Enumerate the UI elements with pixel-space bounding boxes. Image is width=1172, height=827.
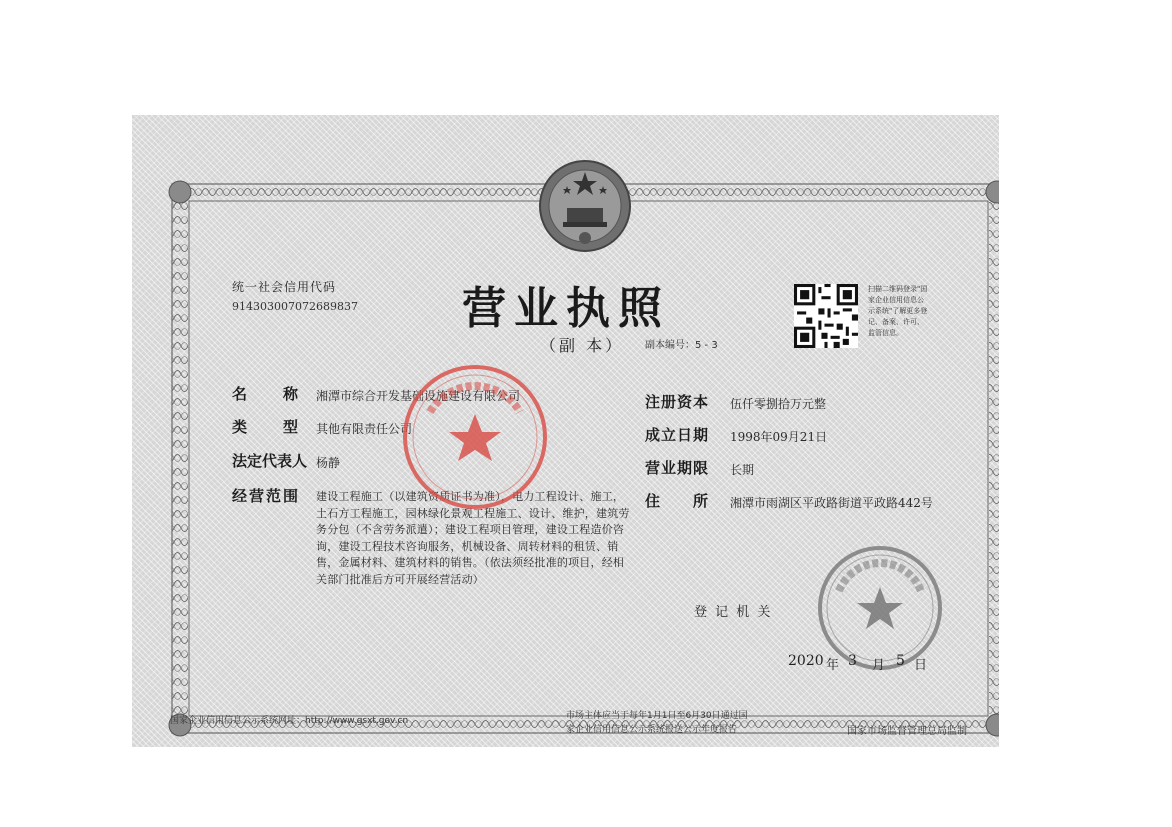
field-value-name: 湘潭市综合开发基础设施建设有限公司 <box>316 389 521 403</box>
footer-annual-report-line2: 家企业信用信息公示系统报送公示年度报告 <box>566 725 738 735</box>
field-value-address: 湘潭市雨湖区平政路街道平政路442号 <box>730 496 933 510</box>
footer-website: 国家企业信用信息公示系统网址：http://www.gsxt.gov.cn <box>170 716 409 726</box>
field-value-founded: 1998年09月21日 <box>730 430 828 444</box>
national-emblem-icon <box>537 158 633 254</box>
registration-day: 5 <box>896 653 905 669</box>
field-value-capital: 伍仟零捌拾万元整 <box>730 397 827 411</box>
field-label-address: 住 所 <box>645 492 710 510</box>
field-value-term: 长期 <box>730 463 755 477</box>
qr-code-icon <box>794 284 858 348</box>
field-value-type: 其他有限责任公司 <box>316 422 413 436</box>
field-label-legal-rep: 法定代表人 <box>232 452 308 470</box>
registration-year-unit: 年 <box>826 658 840 673</box>
field-value-scope: 建设工程施工（以建筑资质证书为准），电力工程设计、施工，土石方工程施工，园林绿化景观工程施工、设计、维护，建筑劳务分包（不含劳务派遣）；建设工程项目管理，建设工程造价咨询，建设工程技术咨询服务，机械设备、周转材料的租赁、销售，金属材料、建筑材料的销售。（依法须经批准的项目，经相关部门批准后方可开展经营活动） <box>316 490 630 586</box>
credit-code: 914303007072689837 <box>232 300 358 313</box>
registration-day-unit: 日 <box>914 658 928 673</box>
field-value-legal-rep: 杨静 <box>316 456 341 470</box>
field-label-capital: 注册资本 <box>645 393 710 411</box>
registration-authority-label: 登 记 机 关 <box>694 605 773 620</box>
registration-month: 3 <box>848 653 857 669</box>
qr-note: 扫描二维码登录"国家企业信用信息公示系统"了解更多登记、备案、许可、监管信息。 <box>868 285 928 337</box>
field-label-scope: 经营范围 <box>232 487 301 505</box>
credit-code-label: 统一社会信用代码 <box>232 280 337 294</box>
company-seal-icon <box>400 362 550 512</box>
field-label-type: 类 型 <box>232 418 301 436</box>
field-label-founded: 成立日期 <box>645 426 710 444</box>
copy-number: 副本编号：5 - 3 <box>645 340 718 351</box>
footer-annual-report-line1: 市场主体应当于每年1月1日至6月30日通过国 <box>566 711 748 721</box>
field-label-term: 营业期限 <box>645 459 710 477</box>
footer-issuer: 国家市场监督管理总局监制 <box>847 726 967 737</box>
page-title: 营业执照 <box>462 283 670 334</box>
registration-month-unit: 月 <box>872 658 886 673</box>
field-label-name: 名 称 <box>232 385 301 403</box>
registration-year: 2020 <box>788 653 824 669</box>
page-subtitle: （副 本） <box>540 336 625 355</box>
